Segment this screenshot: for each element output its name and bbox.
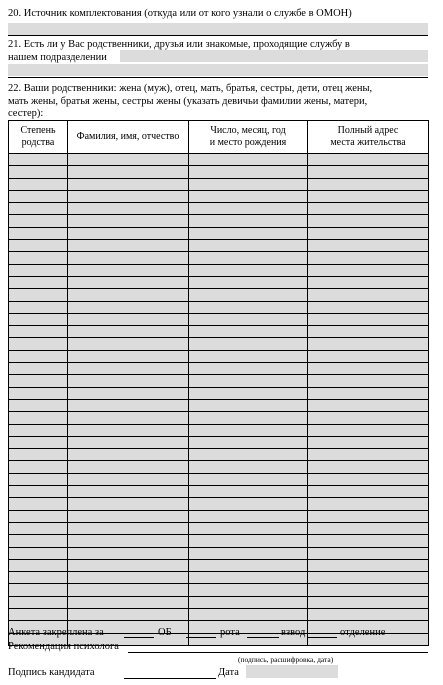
table-row — [9, 215, 429, 227]
relation-cell[interactable] — [9, 289, 68, 301]
q21-label-line2: нашем подразделении — [8, 52, 107, 63]
birth-cell[interactable] — [189, 154, 308, 166]
signature-label: Подпись кандидата — [8, 667, 95, 678]
table-row — [9, 473, 429, 485]
table-row — [9, 522, 429, 534]
address-cell[interactable] — [308, 449, 429, 461]
q21-label-line1: 21. Есть ли у Вас родственники, друзья или знакомые, проходящие службу в — [8, 39, 350, 50]
birth-cell[interactable] — [189, 203, 308, 215]
header-relation-line2: родства — [21, 137, 55, 148]
relation-cell[interactable] — [9, 486, 68, 498]
relation-cell[interactable] — [9, 178, 68, 190]
address-cell[interactable] — [308, 215, 429, 227]
relation-cell[interactable] — [9, 276, 68, 288]
table-row — [9, 227, 429, 239]
table-row — [9, 166, 429, 178]
birth-cell[interactable] — [189, 363, 308, 375]
table-row — [9, 608, 429, 620]
fullname-cell[interactable] — [68, 584, 189, 596]
psych-hint: (подпись, расшифровка, дата) — [238, 655, 334, 664]
divider — [8, 35, 428, 36]
address-cell[interactable] — [308, 264, 429, 276]
q21-answer-field-extra[interactable] — [8, 64, 428, 76]
rota-field[interactable] — [247, 626, 279, 638]
table-row — [9, 412, 429, 424]
birth-cell[interactable] — [189, 399, 308, 411]
relation-cell[interactable] — [9, 510, 68, 522]
birth-cell[interactable] — [189, 301, 308, 313]
fullname-cell[interactable] — [68, 547, 189, 559]
birth-cell[interactable] — [189, 498, 308, 510]
fullname-cell[interactable] — [68, 412, 189, 424]
relation-cell[interactable] — [9, 608, 68, 620]
relation-cell[interactable] — [9, 522, 68, 534]
table-row — [9, 572, 429, 584]
table-row — [9, 289, 429, 301]
fullname-cell[interactable] — [68, 289, 189, 301]
date-field[interactable] — [246, 665, 338, 678]
header-relation — [9, 121, 68, 154]
relation-cell[interactable] — [9, 301, 68, 313]
relation-cell[interactable] — [9, 387, 68, 399]
relation-cell[interactable] — [9, 166, 68, 178]
birth-cell[interactable] — [189, 178, 308, 190]
relation-cell[interactable] — [9, 584, 68, 596]
address-cell[interactable] — [308, 252, 429, 264]
relation-cell[interactable] — [9, 350, 68, 362]
relation-cell[interactable] — [9, 498, 68, 510]
table-row — [9, 203, 429, 215]
birth-cell[interactable] — [189, 166, 308, 178]
address-cell[interactable] — [308, 313, 429, 325]
relation-cell[interactable] — [9, 572, 68, 584]
table-row — [9, 363, 429, 375]
relation-cell[interactable] — [9, 338, 68, 350]
fullname-cell[interactable] — [68, 510, 189, 522]
table-row — [9, 461, 429, 473]
address-cell[interactable] — [308, 227, 429, 239]
birth-cell[interactable] — [189, 473, 308, 485]
fullname-cell[interactable] — [68, 498, 189, 510]
table-row — [9, 510, 429, 522]
relation-cell[interactable] — [9, 436, 68, 448]
table-row — [9, 547, 429, 559]
fullname-cell[interactable] — [68, 178, 189, 190]
table-row — [9, 498, 429, 510]
address-cell[interactable] — [308, 547, 429, 559]
birth-cell[interactable] — [189, 227, 308, 239]
address-cell[interactable] — [308, 498, 429, 510]
relation-cell[interactable] — [9, 154, 68, 166]
relation-cell[interactable] — [9, 461, 68, 473]
header-birth — [189, 121, 308, 154]
header-address-line1: Полный адрес — [337, 125, 399, 136]
fullname-cell[interactable] — [68, 264, 189, 276]
birth-cell[interactable] — [189, 510, 308, 522]
address-cell[interactable] — [308, 584, 429, 596]
q22-label-line1: 22. Ваши родственники: жена (муж), отец, мать, братья, сестры, дети, отец жены, — [8, 83, 373, 94]
divider — [8, 77, 428, 78]
birth-cell[interactable] — [189, 449, 308, 461]
address-cell[interactable] — [308, 190, 429, 202]
birth-cell[interactable] — [189, 486, 308, 498]
table-row — [9, 313, 429, 325]
relation-cell[interactable] — [9, 190, 68, 202]
address-cell[interactable] — [308, 486, 429, 498]
header-birth-line1: Число, месяц, год — [210, 125, 286, 136]
address-cell[interactable] — [308, 363, 429, 375]
address-cell[interactable] — [308, 510, 429, 522]
fullname-cell[interactable] — [68, 313, 189, 325]
address-cell[interactable] — [308, 276, 429, 288]
table-row — [9, 276, 429, 288]
fullname-cell[interactable] — [68, 375, 189, 387]
otdelenie-label: отделение — [340, 627, 386, 638]
fullname-cell[interactable] — [68, 363, 189, 375]
address-cell[interactable] — [308, 375, 429, 387]
anketa-assignee-field[interactable] — [124, 626, 154, 638]
address-cell[interactable] — [308, 166, 429, 178]
relation-cell[interactable] — [9, 399, 68, 411]
address-cell[interactable] — [308, 338, 429, 350]
fullname-cell[interactable] — [68, 276, 189, 288]
fullname-cell[interactable] — [68, 252, 189, 264]
birth-cell[interactable] — [189, 522, 308, 534]
address-cell[interactable] — [308, 436, 429, 448]
table-row — [9, 584, 429, 596]
relation-cell[interactable] — [9, 547, 68, 559]
fullname-cell[interactable] — [68, 338, 189, 350]
q20-label: 20. Источник комплектования (откуда или от кого узнали о службе в ОМОН) — [8, 8, 352, 19]
table-row — [9, 264, 429, 276]
address-cell[interactable] — [308, 240, 429, 252]
relation-cell[interactable] — [9, 240, 68, 252]
birth-cell[interactable] — [189, 240, 308, 252]
birth-cell[interactable] — [189, 190, 308, 202]
birth-cell[interactable] — [189, 412, 308, 424]
fullname-cell[interactable] — [68, 449, 189, 461]
address-cell[interactable] — [308, 178, 429, 190]
fullname-cell[interactable] — [68, 301, 189, 313]
ob-field[interactable] — [186, 626, 216, 638]
table-row — [9, 387, 429, 399]
fullname-cell[interactable] — [68, 154, 189, 166]
birth-cell[interactable] — [189, 289, 308, 301]
table-row — [9, 252, 429, 264]
table-row — [9, 535, 429, 547]
birth-cell[interactable] — [189, 276, 308, 288]
birth-cell[interactable] — [189, 326, 308, 338]
birth-cell[interactable] — [189, 424, 308, 436]
fullname-cell[interactable] — [68, 227, 189, 239]
address-cell[interactable] — [308, 301, 429, 313]
relation-cell[interactable] — [9, 596, 68, 608]
signature-field[interactable] — [124, 667, 216, 679]
fullname-cell[interactable] — [68, 326, 189, 338]
fullname-cell[interactable] — [68, 608, 189, 620]
birth-cell[interactable] — [189, 313, 308, 325]
relation-cell[interactable] — [9, 264, 68, 276]
address-cell[interactable] — [308, 608, 429, 620]
address-cell[interactable] — [308, 412, 429, 424]
birth-cell[interactable] — [189, 375, 308, 387]
anketa-label: Анкета закреплена за — [8, 627, 104, 638]
header-fullname-line1: Фамилия, имя, отчество — [76, 131, 180, 142]
fullname-cell[interactable] — [68, 203, 189, 215]
address-cell[interactable] — [308, 522, 429, 534]
table-row — [9, 375, 429, 387]
birth-cell[interactable] — [189, 535, 308, 547]
table-row — [9, 326, 429, 338]
address-cell[interactable] — [308, 387, 429, 399]
header-relation-line1: Степень — [20, 125, 56, 136]
address-cell[interactable] — [308, 572, 429, 584]
birth-cell[interactable] — [189, 252, 308, 264]
date-label: Дата — [218, 667, 239, 678]
birth-cell[interactable] — [189, 436, 308, 448]
fullname-cell[interactable] — [68, 522, 189, 534]
fullname-cell[interactable] — [68, 572, 189, 584]
rota-label: рота — [220, 627, 240, 638]
address-cell[interactable] — [308, 154, 429, 166]
fullname-cell[interactable] — [68, 240, 189, 252]
relation-cell[interactable] — [9, 215, 68, 227]
fullname-cell[interactable] — [68, 399, 189, 411]
vzvod-label: взвод — [281, 627, 306, 638]
relation-cell[interactable] — [9, 227, 68, 239]
birth-cell[interactable] — [189, 596, 308, 608]
fullname-cell[interactable] — [68, 486, 189, 498]
address-cell[interactable] — [308, 399, 429, 411]
q21-answer-field[interactable] — [120, 50, 428, 62]
fullname-cell[interactable] — [68, 387, 189, 399]
fullname-cell[interactable] — [68, 596, 189, 608]
address-cell[interactable] — [308, 559, 429, 571]
birth-cell[interactable] — [189, 350, 308, 362]
fullname-cell[interactable] — [68, 166, 189, 178]
address-cell[interactable] — [308, 596, 429, 608]
address-cell[interactable] — [308, 350, 429, 362]
q22-label-line3: сестер): — [8, 108, 44, 119]
relation-cell[interactable] — [9, 412, 68, 424]
table-row — [9, 240, 429, 252]
fullname-cell[interactable] — [68, 559, 189, 571]
address-cell[interactable] — [308, 424, 429, 436]
table-row — [9, 154, 429, 166]
relation-cell[interactable] — [9, 559, 68, 571]
relatives-table-body — [9, 154, 429, 646]
table-row — [9, 350, 429, 362]
relation-cell[interactable] — [9, 363, 68, 375]
birth-cell[interactable] — [189, 461, 308, 473]
table-row — [9, 399, 429, 411]
table-row — [9, 301, 429, 313]
relatives-table — [8, 120, 429, 646]
birth-cell[interactable] — [189, 338, 308, 350]
relation-cell[interactable] — [9, 203, 68, 215]
psych-label: Рекомендация психолога — [8, 641, 119, 652]
relation-cell[interactable] — [9, 449, 68, 461]
fullname-cell[interactable] — [68, 535, 189, 547]
address-cell[interactable] — [308, 473, 429, 485]
birth-cell[interactable] — [189, 572, 308, 584]
table-row — [9, 178, 429, 190]
ob-label: ОБ — [158, 627, 172, 638]
table-row — [9, 424, 429, 436]
relation-cell[interactable] — [9, 326, 68, 338]
address-cell[interactable] — [308, 289, 429, 301]
table-row — [9, 436, 429, 448]
table-row — [9, 486, 429, 498]
table-row — [9, 449, 429, 461]
fullname-cell[interactable] — [68, 461, 189, 473]
fullname-cell[interactable] — [68, 350, 189, 362]
birth-cell[interactable] — [189, 608, 308, 620]
vzvod-field[interactable] — [307, 626, 337, 638]
header-fullname — [68, 121, 189, 154]
relation-cell[interactable] — [9, 473, 68, 485]
q20-answer-field[interactable] — [8, 23, 428, 35]
birth-cell[interactable] — [189, 547, 308, 559]
header-address-line2: места жительства — [330, 137, 406, 148]
relation-cell[interactable] — [9, 424, 68, 436]
relation-cell[interactable] — [9, 375, 68, 387]
address-cell[interactable] — [308, 535, 429, 547]
fullname-cell[interactable] — [68, 473, 189, 485]
table-row — [9, 596, 429, 608]
birth-cell[interactable] — [189, 215, 308, 227]
birth-cell[interactable] — [189, 387, 308, 399]
birth-cell[interactable] — [189, 584, 308, 596]
address-cell[interactable] — [308, 326, 429, 338]
psych-field[interactable] — [128, 641, 428, 653]
header-birth-line2: и место рождения — [209, 137, 287, 148]
relation-cell[interactable] — [9, 252, 68, 264]
fullname-cell[interactable] — [68, 436, 189, 448]
fullname-cell[interactable] — [68, 424, 189, 436]
table-row — [9, 190, 429, 202]
fullname-cell[interactable] — [68, 215, 189, 227]
address-cell[interactable] — [308, 203, 429, 215]
table-row — [9, 559, 429, 571]
table-row — [9, 338, 429, 350]
relation-cell[interactable] — [9, 313, 68, 325]
q22-label-line2: мать жены, братья жены, сестры жены (указать девичьи фамилии жены, матери, — [8, 96, 368, 107]
relation-cell[interactable] — [9, 535, 68, 547]
birth-cell[interactable] — [189, 559, 308, 571]
header-address — [308, 121, 429, 154]
address-cell[interactable] — [308, 461, 429, 473]
birth-cell[interactable] — [189, 264, 308, 276]
table-header-row — [9, 121, 429, 154]
fullname-cell[interactable] — [68, 190, 189, 202]
